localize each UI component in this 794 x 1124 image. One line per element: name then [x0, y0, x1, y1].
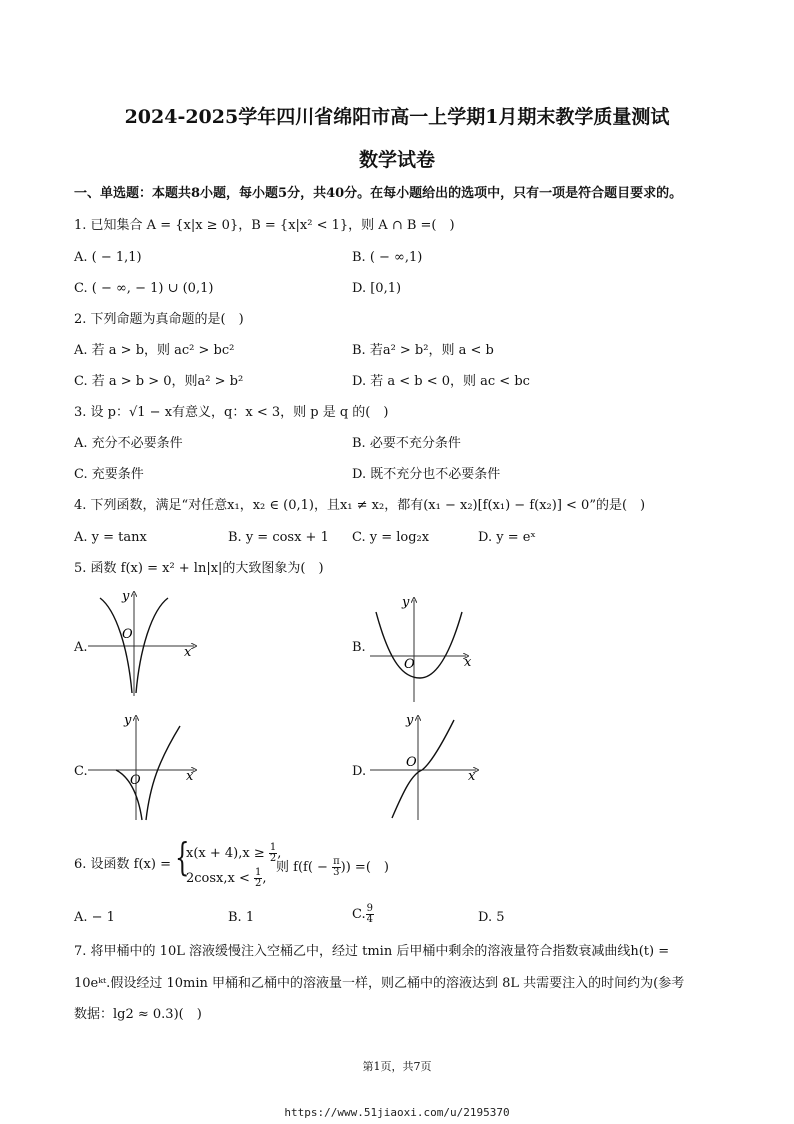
q6-option-c-prefix: C. — [352, 907, 366, 922]
q5b-x-label: x — [464, 655, 472, 670]
q6-suffix — [276, 857, 389, 878]
q5b-y-label: y — [402, 595, 410, 610]
q5-option-c-label: C. — [74, 764, 88, 779]
q2-stem: 2. 下列命题为真命题的是( ) — [74, 312, 244, 327]
q6-suffix-text: 则 f(f( − — [276, 860, 328, 875]
q6-option-c-den: 4 — [366, 914, 373, 925]
q2-option-a: A. 若 a > b，则 ac² > bc² — [74, 343, 235, 358]
q6-case1-num: 1 — [269, 842, 277, 853]
q1-stem: 1. 已知集合 A = {x|x ≥ 0}，B = {x|x² < 1}，则 A ∩ B =( ) — [74, 218, 455, 233]
q3-stem: 3. 设 p：√1 − x有意义，q：x < 3，则 p 是 q 的( ) — [74, 405, 389, 420]
q6-option-c-fraction — [366, 904, 374, 925]
q5d-x-label: x — [468, 769, 476, 784]
q6-option-b: B. 1 — [228, 910, 255, 925]
q6-suffix-num: π — [333, 856, 340, 867]
q5-option-b-label: B. — [352, 640, 366, 655]
q5-graph-b — [370, 594, 480, 704]
exam-subtitle: 数学试卷 — [358, 149, 435, 171]
q6-case2-text: 2cosx,x < — [186, 871, 250, 886]
q2-option-d: D. 若 a < b < 0，则 ac < bc — [352, 374, 530, 389]
q5-graph-a — [88, 588, 198, 698]
q2-option-c: C. 若 a > b > 0，则a² > b² — [74, 374, 244, 389]
exam-title: 2024-2025学年四川省绵阳市高一上学期1月期末教学质量测试 — [124, 106, 670, 128]
q6-case2-num: 1 — [255, 867, 262, 878]
q5c-origin-label: O — [130, 773, 141, 788]
q5b-origin-label: O — [404, 657, 415, 672]
q6-suffix-fraction — [332, 857, 341, 878]
q5a-x-label: x — [184, 645, 192, 660]
section-heading: 一、单选题：本题共8小题，每小题5分，共40分。在每小题给出的选项中，只有一项是符合题目要求的。 — [74, 186, 683, 201]
q5-option-a-label: A. — [74, 640, 88, 655]
q6-case2 — [186, 868, 267, 889]
page-number: 第1页，共7页 — [362, 1060, 432, 1073]
q2-option-b: B. 若a² > b²，则 a < b — [352, 343, 494, 358]
q6-suffix-den: 3 — [333, 867, 340, 878]
q1-option-a: A. ( − 1,1) — [74, 250, 142, 265]
q1-option-b: B. ( − ∞,1) — [352, 250, 423, 265]
q6-case1 — [186, 843, 281, 864]
q6-option-a: A. − 1 — [74, 910, 115, 925]
q6-option-c — [352, 904, 374, 925]
q3-option-d: D. 既不充分也不必要条件 — [352, 467, 501, 482]
q5-stem: 5. 函数 f(x) = x² + ln|x|的大致图象为( ) — [74, 561, 324, 576]
q5c-y-label: y — [124, 713, 132, 728]
q4-stem: 4. 下列函数，满足“对任意x₁，x₂ ∈ (0,1)，且x₁ ≠ x₂，都有(x₁ − x₂)[f(x₁) − f(x₂)] < 0”的是( ) — [74, 498, 646, 513]
q6-suffix-end: )) =( ) — [340, 860, 389, 875]
q5d-y-label: y — [406, 713, 414, 728]
q6-case1-end: , — [277, 846, 282, 861]
q6-option-c-num: 9 — [366, 903, 373, 914]
q7-line2: 10eᵏᵗ.假设经过 10min 甲桶和乙桶中的溶液量一样，则乙桶中的溶液达到 8L 共需要注入的时间约为(参考 — [74, 976, 685, 991]
q7-line1: 7. 将甲桶中的 10L 溶液缓慢注入空桶乙中，经过 tmin 后甲桶中剩余的溶液量符合指数衰减曲线h(t) = — [74, 944, 670, 959]
q6-case2-den: 2 — [255, 878, 262, 889]
q4-option-c: C. y = log₂x — [352, 530, 430, 545]
q5-graph-c — [88, 712, 198, 822]
q6-case1-den: 2 — [269, 853, 277, 864]
q6-case1-text: x(x + 4),x ≥ — [186, 846, 265, 861]
q5-option-d-label: D. — [352, 764, 367, 779]
q1-option-d: D. [0,1) — [352, 281, 402, 296]
q1-option-c: C. ( − ∞, − 1) ∪ (0,1) — [74, 281, 214, 296]
q5c-x-label: x — [186, 769, 194, 784]
q3-option-a: A. 充分不必要条件 — [74, 436, 183, 451]
q6-option-d: D. 5 — [478, 910, 505, 925]
q5a-y-label: y — [122, 589, 130, 604]
q4-option-d: D. y = eˣ — [478, 530, 536, 545]
q3-option-c: C. 充要条件 — [74, 467, 144, 482]
q4-option-a: A. y = tanx — [74, 530, 147, 545]
q3-option-b: B. 必要不充分条件 — [352, 436, 461, 451]
q5-graph-d — [370, 712, 480, 822]
q6-brace: { — [175, 835, 190, 879]
q5d-origin-label: O — [406, 755, 417, 770]
q6-prefix: 6. 设函数 f(x) = — [74, 857, 171, 872]
q5a-origin-label: O — [122, 627, 133, 642]
q4-option-b: B. y = cosx + 1 — [228, 530, 329, 545]
q7-line3: 数据：lg2 ≈ 0.3)( ) — [74, 1007, 202, 1022]
watermark-url: https://www.51jiaoxi.com/u/2195370 — [284, 1106, 510, 1119]
q6-case2-end: , — [262, 871, 267, 886]
